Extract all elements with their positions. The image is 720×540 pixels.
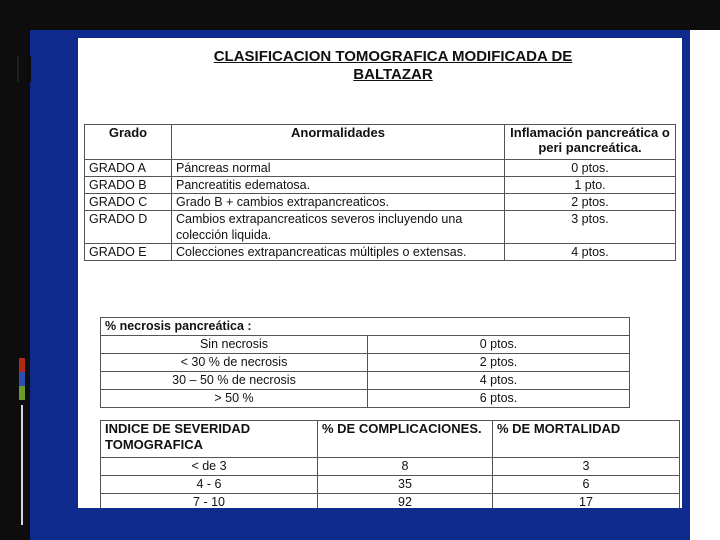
title-line-1: CLASIFICACION TOMOGRAFICA MODIFICADA DE: [213, 48, 573, 65]
table-row: [101, 390, 630, 408]
finding-cell: Páncreas normal: [172, 160, 505, 177]
decor-blue-bar: [19, 372, 25, 386]
header-mortality: % DE MORTALIDAD: [493, 421, 680, 458]
table-row: [101, 458, 680, 476]
grade-cell: GRADO E: [85, 244, 172, 261]
finding-cell: Grado B + cambios extrapancreaticos.: [172, 194, 505, 211]
header-abnormalities: Anormalidades: [172, 125, 505, 160]
mortality-cell: 17: [493, 494, 680, 509]
table-row: [101, 354, 630, 372]
square-bullet-icon: [17, 56, 31, 82]
decor-gray-line: [21, 405, 23, 525]
necrosis-points: 4 ptos.: [368, 372, 630, 390]
table-header-row: [101, 421, 680, 458]
document-title: [178, 48, 608, 84]
points-cell: 0 ptos.: [505, 160, 676, 177]
necrosis-label: > 50 %: [101, 390, 368, 408]
table-row: [85, 160, 676, 177]
necrosis-label: Sin necrosis: [101, 336, 368, 354]
complications-cell: 35: [318, 476, 493, 494]
mortality-cell: 6: [493, 476, 680, 494]
decor-red-bar: [19, 358, 25, 372]
finding-cell: Pancreatitis edematosa.: [172, 177, 505, 194]
scanned-document: [78, 38, 682, 508]
slide-top-bar: [30, 0, 720, 30]
finding-cell: Colecciones extrapancreaticas múltiples o extensas.: [172, 244, 505, 261]
table-row: [101, 476, 680, 494]
grade-cell: GRADO B: [85, 177, 172, 194]
header-severity-index: INDICE DE SEVERIDAD TOMOGRAFICA: [101, 421, 318, 458]
grade-cell: GRADO A: [85, 160, 172, 177]
complications-cell: 92: [318, 494, 493, 509]
necrosis-label: 30 – 50 % de necrosis: [101, 372, 368, 390]
severity-index-cell: < de 3: [101, 458, 318, 476]
table-row: [101, 494, 680, 509]
header-grade: Grado: [85, 125, 172, 160]
finding-cell: Cambios extrapancreaticos severos incluyendo una colección liquida.: [172, 211, 505, 244]
severity-index-cell: 7 - 10: [101, 494, 318, 509]
necrosis-points: 0 ptos.: [368, 336, 630, 354]
title-line-2: BALTAZAR: [353, 66, 433, 83]
points-cell: 1 pto.: [505, 177, 676, 194]
points-cell: 4 ptos.: [505, 244, 676, 261]
points-cell: 2 ptos.: [505, 194, 676, 211]
necrosis-points: 6 ptos.: [368, 390, 630, 408]
complications-cell: 8: [318, 458, 493, 476]
header-inflammation: Inflamación pancreática o peri pancreática.: [505, 125, 676, 160]
header-complications: % DE COMPLICACIONES.: [318, 421, 493, 458]
table-header-row: [85, 125, 676, 160]
table-row: [101, 336, 630, 354]
table-row: [85, 211, 676, 244]
decor-green-bar: [19, 386, 25, 400]
grade-cell: GRADO C: [85, 194, 172, 211]
severity-index-cell: 4 - 6: [101, 476, 318, 494]
table-row: [85, 244, 676, 261]
table-row: [85, 177, 676, 194]
necrosis-points: 2 ptos.: [368, 354, 630, 372]
necrosis-table: [100, 317, 630, 408]
mortality-cell: 3: [493, 458, 680, 476]
points-cell: 3 ptos.: [505, 211, 676, 244]
table-row: [85, 194, 676, 211]
grade-cell: GRADO D: [85, 211, 172, 244]
severity-table: [100, 420, 680, 508]
table-row: [101, 372, 630, 390]
necrosis-label: < 30 % de necrosis: [101, 354, 368, 372]
necrosis-header: % necrosis pancreática :: [101, 318, 630, 336]
grading-table: [84, 124, 676, 261]
table-header-row: [101, 318, 630, 336]
